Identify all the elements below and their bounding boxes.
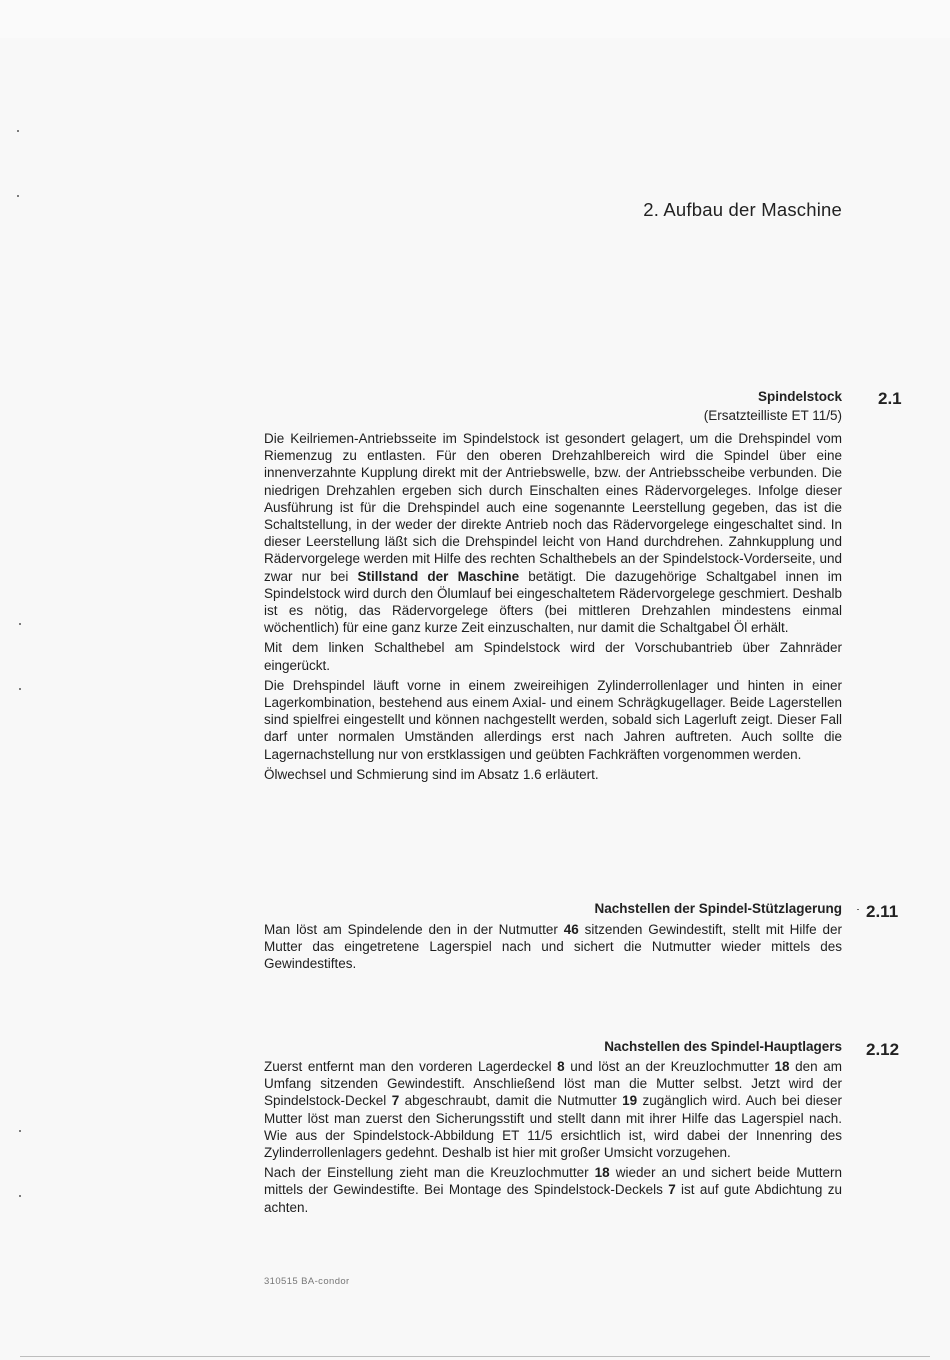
text-run: sitzenden Gewindestift, stellt mit Hilfe der Mutter das eingetretene Lagerspiel nach und sichert die Nutmutter wieder mittels des Gewindestiftes. <box>264 922 842 972</box>
page-bottom-edge <box>20 1356 930 1357</box>
text-run: betätigt. Die dazugehörige Schaltgabel innen im Spindelstock wird durch den Ölumlauf bei eingeschaltetem Rädervorgelege geschmiert. Deshalb ist es nötig, das Rädervorgelege öfters (bei mittleren Drehzahlen mindestens einmal wöchentlich) für eine ganz kurze Zeit einzuschalten, nur damit die Schaltgabel Öl erhält. <box>264 568 842 636</box>
scan-speck <box>857 909 859 910</box>
section-body-spindelstock <box>264 430 842 786</box>
text-run: Nach der Einstellung zieht man die Kreuzlochmutter <box>264 1165 595 1181</box>
text-run: Ölwechsel und Schmierung sind im Absatz 1.6 erläutert. <box>264 766 599 782</box>
section-heading-spindelstock: Spindelstock <box>757 389 842 404</box>
text-run: Die Keilriemen-Antriebsseite im Spindelstock ist gesondert gelagert, um die Drehspindel vom Riemenzug zu entlasten. Für den oberen Drehzahlbereich wird die Spindel über eine innenverzahnte Kupplung direkt mit der Antriebswelle, bzw. der Antriebsscheibe verbunden. Die niedrigen Drehzahlen ergeben sich durch Einschalten eines Rädervorgeleges. Infolge dieser Ausführung ist für die Drehspindel auch eine sogenannte Leerstellung gegeben, das ist die Schaltstellung, in der weder der direkte Antrieb noch das Rädervorgelege eingeschaltet sind. In dieser Leerstellung läßt sich die Drehspindel leicht von Hand durchdrehen. Zahnkupplung und Rädervorgelege werden mit Hilfe des rechten Schalthebels an der Spindelstock-Vorderseite, und zwar nur bei <box>264 431 842 584</box>
scan-speck <box>17 195 19 197</box>
parts-list-reference: (Ersatzteilliste ET 11/5) <box>703 408 842 423</box>
section-body-hauptlager <box>264 1058 842 1219</box>
text-run: ist auf gute Abdichtung zu achten. <box>264 1182 842 1215</box>
section-body-stuetzlagerung <box>264 921 842 976</box>
paragraph <box>264 921 842 973</box>
paragraph <box>264 766 842 783</box>
section-heading-hauptlager: Nachstellen des Spindel-Hauptlagers <box>604 1039 842 1054</box>
paragraph <box>264 430 842 636</box>
paragraph <box>264 677 842 763</box>
bold-run: 18 <box>774 1059 790 1074</box>
bold-run: 7 <box>668 1182 676 1198</box>
text-run: und löst an der Kreuzlochmutter <box>564 1059 775 1074</box>
footer-document-code: 310515 BA-condor <box>264 1276 350 1287</box>
bold-run: 19 <box>622 1093 638 1109</box>
section-number-2-12: 2.12 <box>866 1040 900 1059</box>
paragraph <box>264 1058 842 1161</box>
text-run: den am Umfang sitzenden Gewindestift. Anschließend löst man die Mutter selbst. Jetzt wird der Spindelstock-Deckel <box>264 1059 842 1109</box>
scan-top-band <box>0 0 950 38</box>
paragraph <box>264 639 842 673</box>
scan-speck <box>19 1195 21 1197</box>
bold-run: 8 <box>557 1059 565 1074</box>
text-run: abgeschraubt, damit die Nutmutter <box>399 1093 623 1109</box>
bold-run: 7 <box>391 1093 400 1109</box>
scan-speck <box>19 1130 21 1132</box>
bold-run: 18 <box>594 1165 610 1181</box>
section-heading-stuetzlagerung: Nachstellen der Spindel-Stützlagerung <box>594 901 842 916</box>
paragraph <box>264 1164 842 1216</box>
text-run: Zuerst entfernt man den vorderen Lagerdeckel <box>264 1059 558 1074</box>
section-number-2-1: 2.1 <box>878 389 902 408</box>
text-run: zugänglich wird. Auch bei dieser Mutter löst man zuerst den Sicherungsstift und stellt dann mit ihrer Hilfe das Lagerspiel nach. Wie aus der Spindelstock-Abbildung ET 11/5 ersichtlich ist, wird dabei der Innenring des Zylinderrollenlagers gedehnt. Deshalb ist hier mit großer Umsicht vorzugehen. <box>264 1093 843 1161</box>
scan-speck <box>19 688 21 690</box>
text-run: Die Drehspindel läuft vorne in einem zweireihigen Zylinderrollenlager und hinten in einer Lagerkombination, bestehend aus einem Axial- und einem Schrägkugellager. Beide Lagerstellen sind spielfrei eingestellt und können nachgestellt werden, sobald sich Lagerluft zeigt. Dieser Fall darf unter normalen Umständen allerdings erst nach Jahren auftreten. Auch sollte die Lagernachstellung nur von erstklassigen und geübten Fachkräften vorgenommen werden. <box>264 677 842 762</box>
bold-run: Stillstand der Maschine <box>357 568 520 584</box>
bold-run: 46 <box>563 922 579 937</box>
text-run: Man löst am Spindelende den in der Nutmutter <box>264 922 564 937</box>
text-run: wieder an und sichert beide Muttern mittels der Gewindestifte. Bei Montage des Spindelstock-Deckels <box>264 1165 842 1198</box>
chapter-title: 2. Aufbau der Maschine <box>643 199 842 220</box>
text-run: Mit dem linken Schalthebel am Spindelstock wird der Vorschubantrieb über Zahnräder eingerückt. <box>264 640 842 673</box>
scan-speck <box>19 623 21 625</box>
scan-speck <box>17 130 19 132</box>
section-number-2-11: 2.11 <box>866 902 899 921</box>
